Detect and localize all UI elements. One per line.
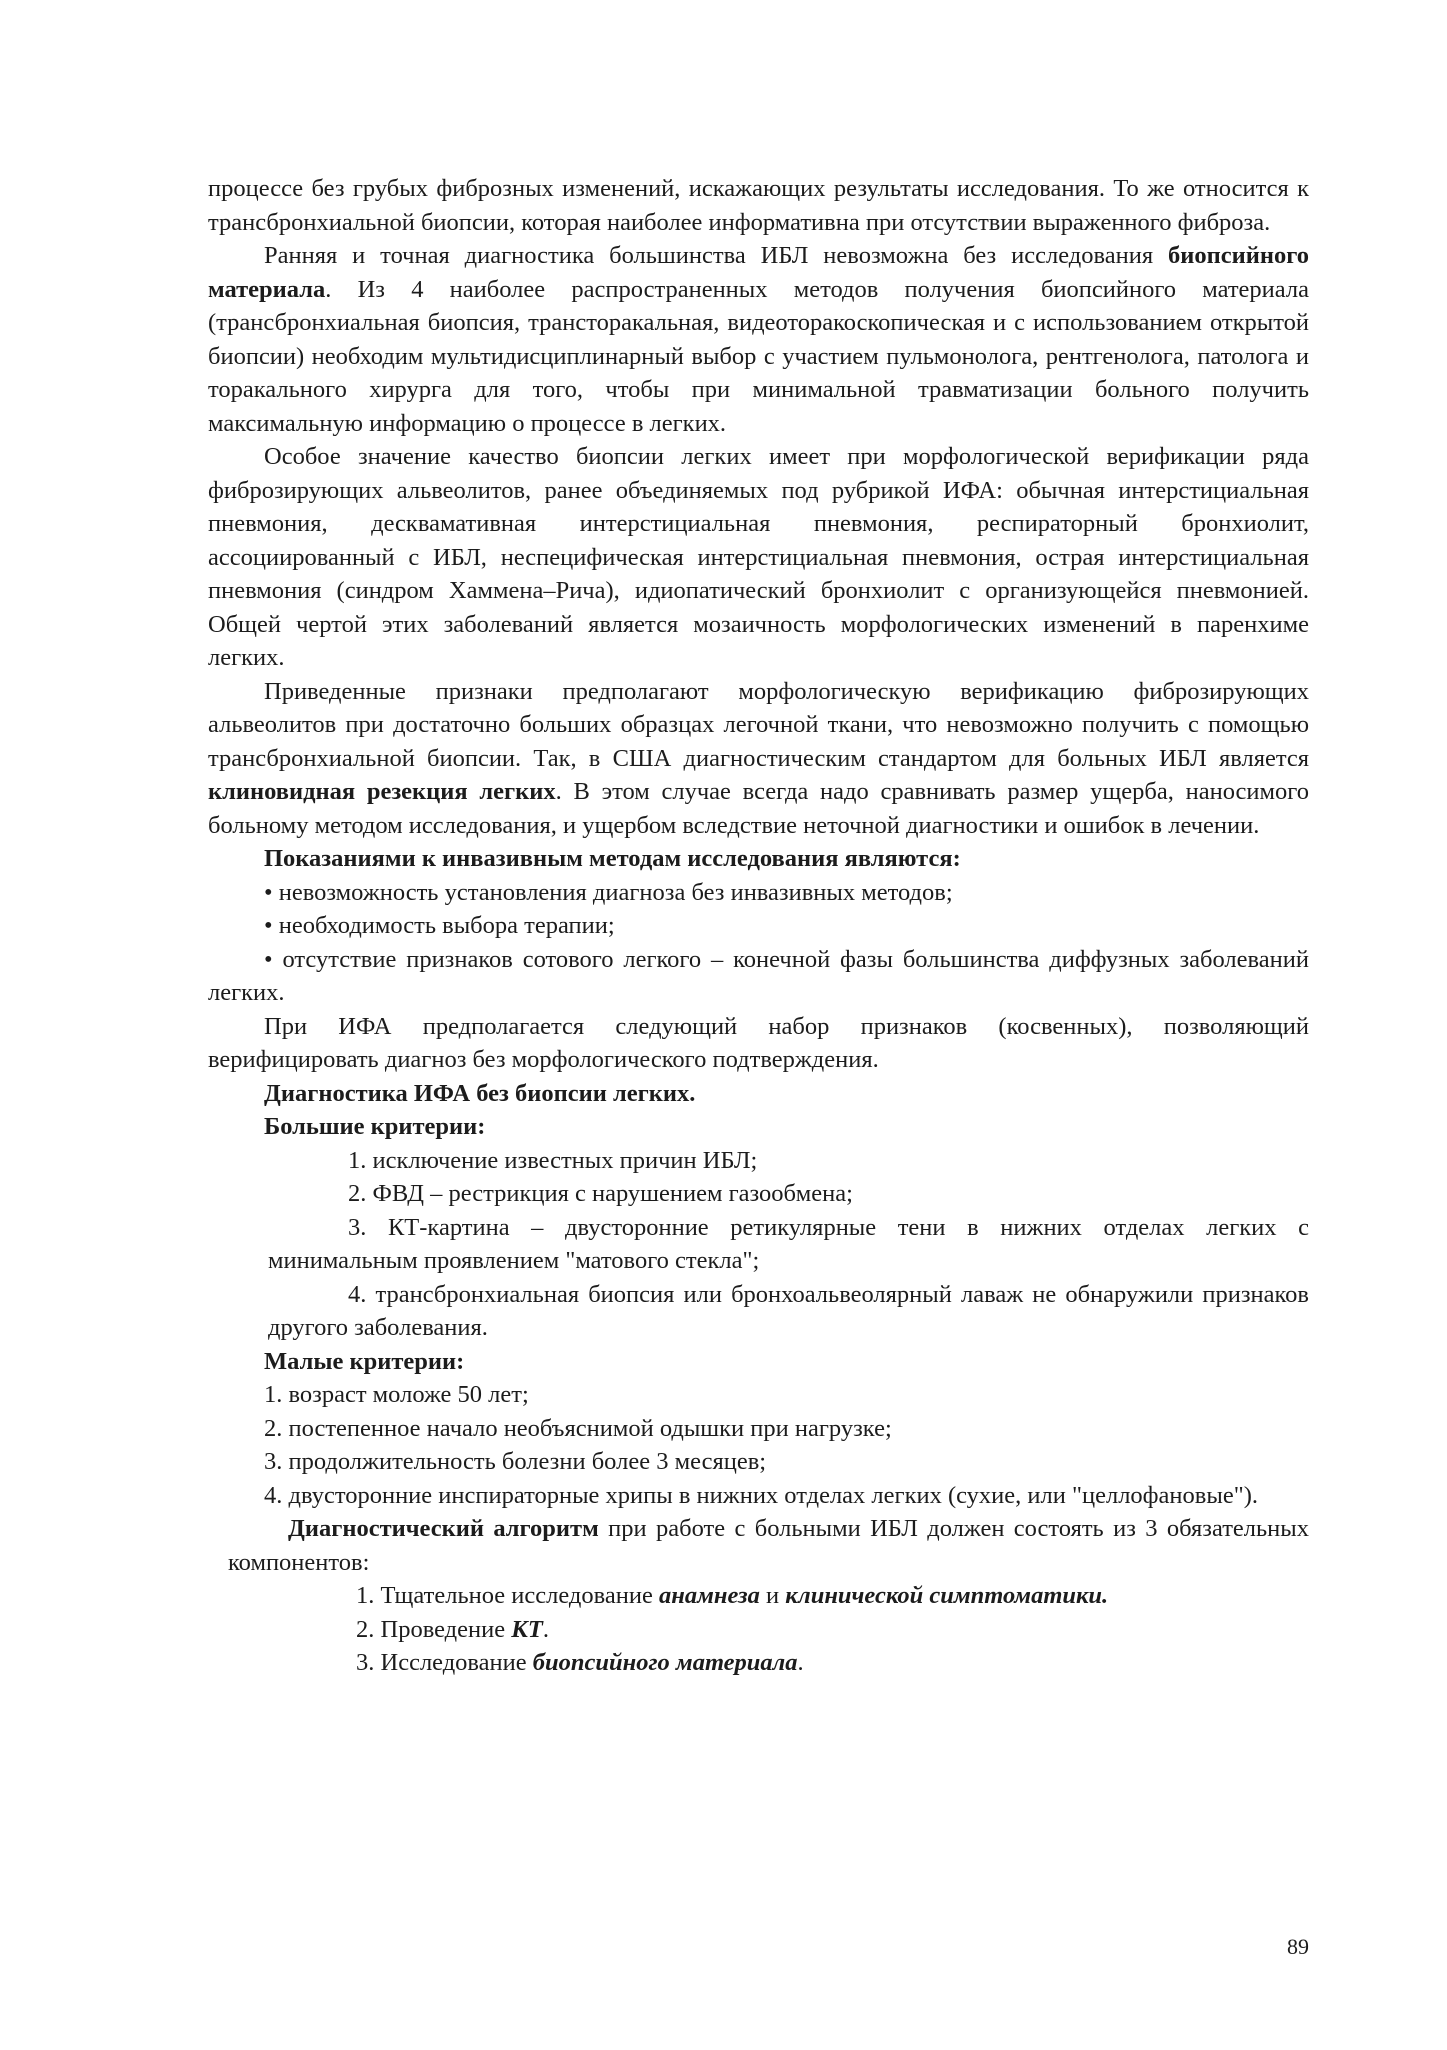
page-number: 89 — [1287, 1934, 1309, 1959]
paragraph-3: Особое значение качество биопсии легких имеет при морфологической верификации ряда фиброзирующих альвеолитов, ранее объединяемых под рубрикой ИФА: обычная интерстициальная пневмония, десквамативная интерстициальная пневмония, респираторный бронхиолит, ассоциированный с ИБЛ, неспецифическая интерстициальная пневмония, острая интерстициальная пневмония (синдром Хаммена–Рича), идиопатический бронхиолит с организующейся пневмонией. Общей чертой этих заболеваний является мозаичность морфологических изменений в паренхиме легких. — [208, 443, 1309, 671]
paragraph-4-text-a: Приведенные признаки предполагают морфологическую верификацию фиброзирующих альвеолитов при достаточно больших образцах легочной ткани, что невозможно получить с помощью трансбронхиальной биопсии. Так, в США диагностическим стандартом для больных ИБЛ является — [208, 677, 1309, 772]
algorithm-text: при работе с больными ИБЛ должен состоять из 3 обязательных компонентов: — [228, 1515, 1309, 1576]
ifa-diagnostics-heading: Диагностика ИФА без биопсии легких. — [264, 1079, 696, 1107]
algorithm-step-2 — [208, 1613, 1309, 1647]
algorithm-step-1-emph-2: клинической симптоматики. — [785, 1582, 1109, 1609]
major-criteria-item: 3. КТ-картина – двусторонние ретикулярные тени в нижних отделах легких с минимальным проявлением "матового стекла"; — [268, 1213, 1309, 1274]
paragraph-5: При ИФА предполагается следующий набор признаков (косвенных), позволяющий верифицировать диагноз без морфологического подтверждения. — [208, 1012, 1309, 1073]
algorithm-step-2-text: 2. Проведение — [356, 1615, 512, 1643]
algorithm-bold: Диагностический алгоритм — [288, 1515, 599, 1542]
paragraph-2-text-a: Ранняя и точная диагностика большинства ИБЛ невозможна без исследования — [264, 242, 1169, 269]
minor-criteria-heading: Малые критерии: — [264, 1347, 465, 1375]
algorithm-step-2-end: . — [542, 1615, 549, 1643]
indications-heading: Показаниями к инвазивным методам исследования являются: — [264, 845, 961, 872]
algorithm-step-1-and: и — [759, 1582, 786, 1609]
algorithm-step-1-text: 1. Тщательное исследование — [356, 1582, 659, 1609]
paragraph-4 — [208, 675, 1309, 843]
algorithm-step-2-emph: КТ — [511, 1615, 543, 1643]
paragraph-2 — [208, 239, 1309, 440]
paragraph-4-bold: клиновидная резекция легких — [208, 778, 556, 805]
minor-criteria-item: 2. постепенное начало необъяснимой одышки при нагрузке; — [264, 1414, 892, 1442]
minor-criteria-item: 1. возраст моложе 50 лет; — [264, 1381, 529, 1408]
indication-item: • отсутствие признаков сотового легкого – конечной фазы большинства диффузных заболеваний легких. — [208, 945, 1309, 1006]
paragraph-1: процессе без грубых фиброзных изменений, искажающих результаты исследования. То же относится к трансбронхиальной биопсии, которая наиболее информативна при отсутствии выраженного фиброза. — [208, 175, 1309, 236]
indication-item: • необходимость выбора терапии; — [264, 912, 615, 939]
algorithm-paragraph — [208, 1512, 1309, 1579]
minor-criteria-item: 3. продолжительность болезни более 3 месяцев; — [264, 1448, 767, 1475]
major-criteria-item: 1. исключение известных причин ИБЛ; — [348, 1146, 758, 1174]
major-criteria-heading: Большие критерии: — [264, 1113, 486, 1140]
paragraph-2-bold: биопсийного материала — [208, 242, 1309, 303]
indication-item: • невозможность установления диагноза без инвазивных методов; — [264, 878, 953, 906]
major-criteria-item: 2. ФВД – рестрикция с нарушением газообмена; — [348, 1180, 853, 1207]
algorithm-step-3-text: 3. Исследование — [356, 1649, 533, 1676]
minor-criteria-item: 4. двусторонние инспираторные хрипы в нижних отделах легких (сухие, или "целлофановые"). — [264, 1481, 1258, 1509]
paragraph-2-text-b: . Из 4 наиболее распространенных методов получения биопсийного материала (трансбронхиальная биопсия, трансторакальная, видеоторакоскопическая и с использованием открытой биопсии) необходим мультидисциплинарный выбор с участием пульмонолога, рентгенолога, патолога и торакального хирурга для того, чтобы при минимальной травматизации больного получить максимальную информацию о процессе в легких. — [208, 275, 1309, 437]
algorithm-step-3-end: . — [797, 1649, 804, 1676]
algorithm-step-3 — [208, 1646, 1309, 1680]
algorithm-step-1 — [208, 1579, 1309, 1613]
algorithm-step-3-emph: биопсийного материала — [532, 1649, 798, 1676]
paragraph-4-text-b: . В этом случае всегда надо сравнивать размер ущерба, наносимого больному методом исследования, и ущербом вследствие неточной диагностики и ошибок в лечении. — [208, 778, 1309, 839]
major-criteria-item: 4. трансбронхиальная биопсия или бронхоальвеолярный лаваж не обнаружили признаков другого заболевания. — [268, 1280, 1309, 1341]
algorithm-step-1-emph-1: анамнеза — [658, 1582, 760, 1609]
